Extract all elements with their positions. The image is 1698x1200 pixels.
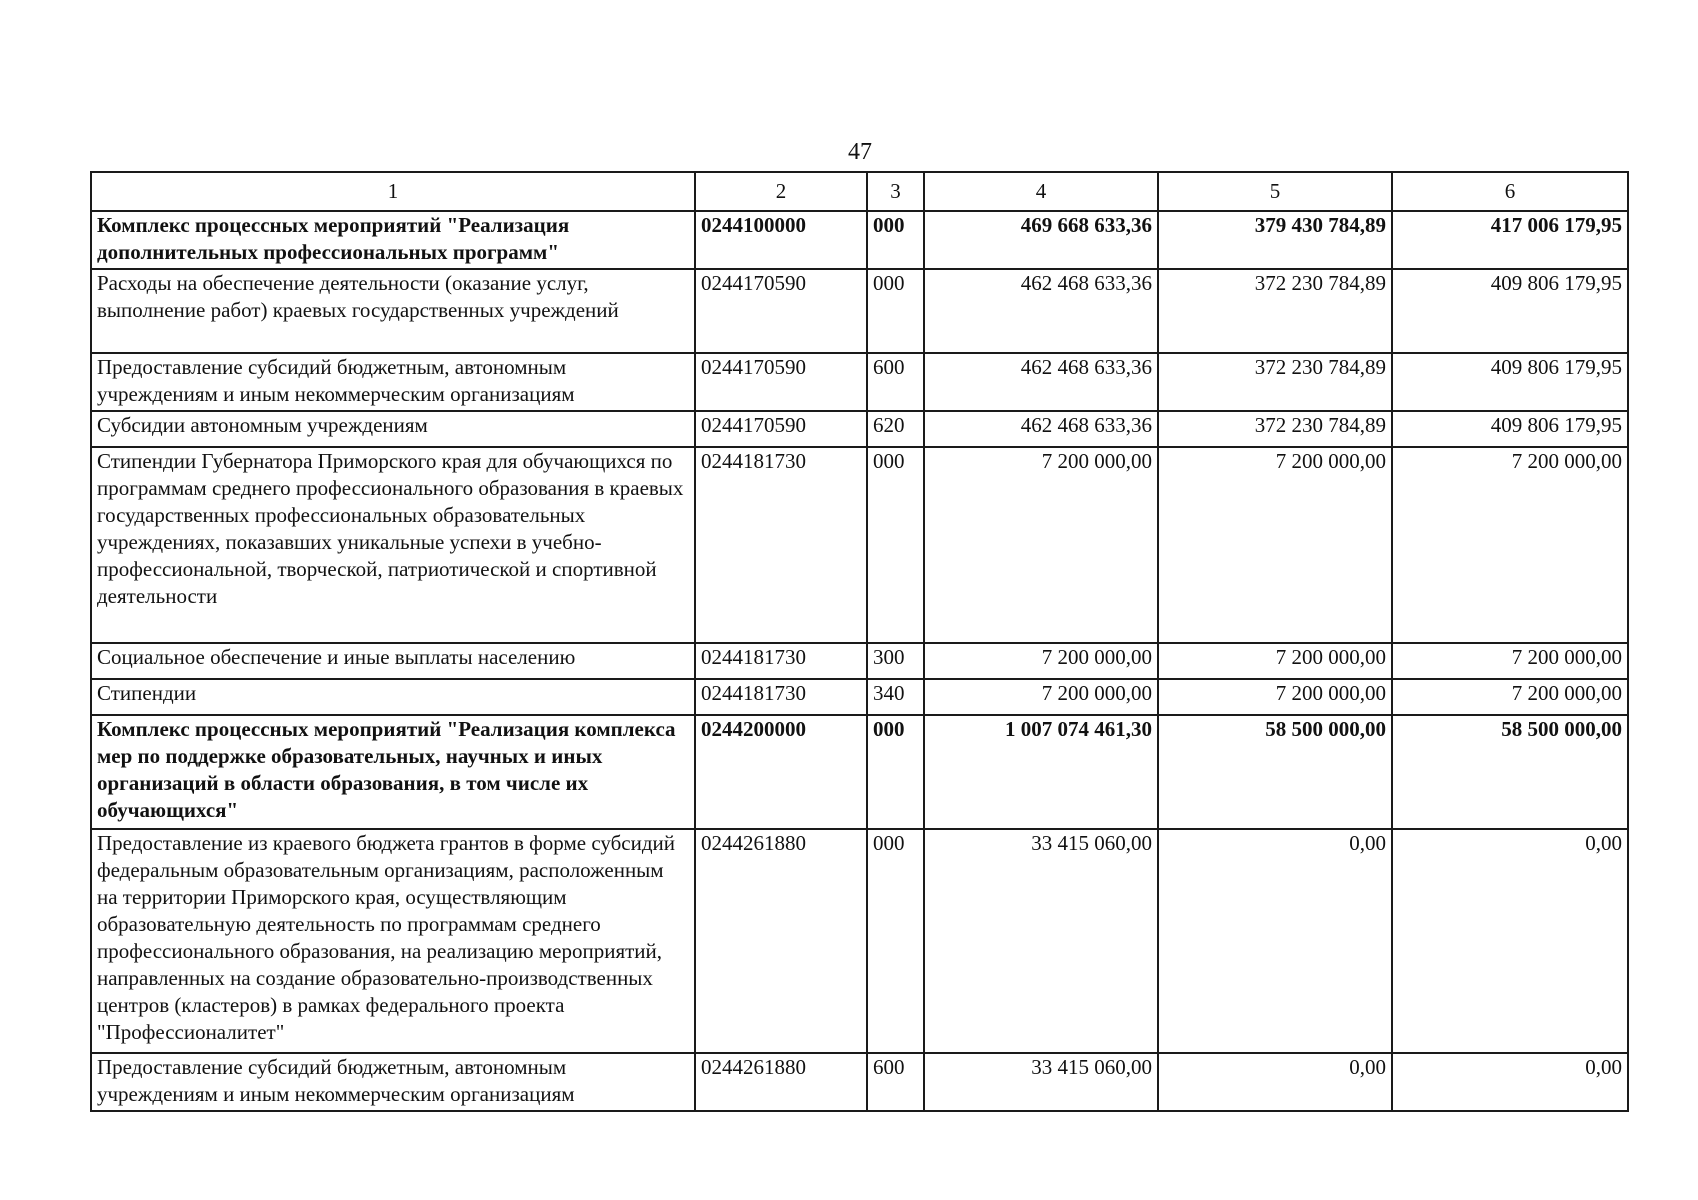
budget-table — [90, 171, 1629, 1112]
row-name: Предоставление субсидий бюджетным, автономным учреждениям и иным некоммерческим организациям — [91, 1053, 695, 1111]
row-code: 0244181730 — [695, 447, 867, 643]
row-code: 0244170590 — [695, 269, 867, 353]
row-value-4: 33 415 060,00 — [924, 1053, 1158, 1111]
header-col-4: 4 — [924, 172, 1158, 211]
row-value-6: 417 006 179,95 — [1392, 211, 1628, 269]
table-row — [91, 829, 1628, 1053]
row-name: Предоставление субсидий бюджетным, автономным учреждениям и иным некоммерческим организациям — [91, 353, 695, 411]
row-code: 0244261880 — [695, 1053, 867, 1111]
row-value-4: 7 200 000,00 — [924, 679, 1158, 715]
row-type: 000 — [867, 829, 924, 1053]
row-value-4: 462 468 633,36 — [924, 411, 1158, 447]
table-row — [91, 447, 1628, 643]
row-type: 620 — [867, 411, 924, 447]
row-value-5: 7 200 000,00 — [1158, 643, 1392, 679]
row-type: 000 — [867, 447, 924, 643]
table-row — [91, 211, 1628, 269]
header-col-5: 5 — [1158, 172, 1392, 211]
table-row — [91, 269, 1628, 353]
row-value-6: 0,00 — [1392, 1053, 1628, 1111]
row-name: Стипендии Губернатора Приморского края для обучающихся по программам среднего профессионального образования в краевых государственных профессиональных образовательных учреждениях, показавших уникальные успехи в учебно-профессиональной, творческой, патриотической и спортивной деятельности — [91, 447, 695, 643]
row-value-5: 372 230 784,89 — [1158, 269, 1392, 353]
row-type: 000 — [867, 211, 924, 269]
row-value-4: 7 200 000,00 — [924, 447, 1158, 643]
row-code: 0244170590 — [695, 353, 867, 411]
row-name: Предоставление из краевого бюджета грантов в форме субсидий федеральным образовательным организациям, расположенным на территории Приморского края, осуществляющим образовательную деятельность по программам среднего профессионального образования, на реализацию мероприятий, направленных на создание образовательно-производственных центров (кластеров) в рамках федерального проекта "Профессионалитет" — [91, 829, 695, 1053]
row-value-5: 0,00 — [1158, 829, 1392, 1053]
row-code: 0244170590 — [695, 411, 867, 447]
row-name: Субсидии автономным учреждениям — [91, 411, 695, 447]
row-type: 600 — [867, 1053, 924, 1111]
row-value-4: 469 668 633,36 — [924, 211, 1158, 269]
row-type: 300 — [867, 643, 924, 679]
row-code: 0244100000 — [695, 211, 867, 269]
header-col-1: 1 — [91, 172, 695, 211]
table-row — [91, 411, 1628, 447]
row-code: 0244261880 — [695, 829, 867, 1053]
table-row — [91, 679, 1628, 715]
row-value-6: 7 200 000,00 — [1392, 643, 1628, 679]
table-row — [91, 643, 1628, 679]
table-header-row — [91, 172, 1628, 211]
row-value-5: 0,00 — [1158, 1053, 1392, 1111]
row-value-5: 7 200 000,00 — [1158, 679, 1392, 715]
table-row — [91, 715, 1628, 829]
row-name: Комплекс процессных мероприятий "Реализация дополнительных профессиональных программ" — [91, 211, 695, 269]
table-row — [91, 1053, 1628, 1111]
row-value-5: 372 230 784,89 — [1158, 411, 1392, 447]
row-value-5: 372 230 784,89 — [1158, 353, 1392, 411]
row-value-4: 7 200 000,00 — [924, 643, 1158, 679]
row-name: Социальное обеспечение и иные выплаты населению — [91, 643, 695, 679]
header-col-6: 6 — [1392, 172, 1628, 211]
row-value-4: 1 007 074 461,30 — [924, 715, 1158, 829]
row-value-6: 7 200 000,00 — [1392, 447, 1628, 643]
row-code: 0244181730 — [695, 679, 867, 715]
row-value-6: 409 806 179,95 — [1392, 353, 1628, 411]
table-row — [91, 353, 1628, 411]
row-value-4: 33 415 060,00 — [924, 829, 1158, 1053]
row-value-5: 58 500 000,00 — [1158, 715, 1392, 829]
row-value-5: 7 200 000,00 — [1158, 447, 1392, 643]
row-type: 000 — [867, 269, 924, 353]
row-value-4: 462 468 633,36 — [924, 353, 1158, 411]
row-value-6: 7 200 000,00 — [1392, 679, 1628, 715]
row-name: Расходы на обеспечение деятельности (оказание услуг, выполнение работ) краевых государственных учреждений — [91, 269, 695, 353]
row-value-5: 379 430 784,89 — [1158, 211, 1392, 269]
row-value-6: 58 500 000,00 — [1392, 715, 1628, 829]
header-col-3: 3 — [867, 172, 924, 211]
row-type: 000 — [867, 715, 924, 829]
row-type: 340 — [867, 679, 924, 715]
header-col-2: 2 — [695, 172, 867, 211]
row-value-6: 409 806 179,95 — [1392, 411, 1628, 447]
page-number: 47 — [848, 139, 872, 165]
row-value-4: 462 468 633,36 — [924, 269, 1158, 353]
row-code: 0244200000 — [695, 715, 867, 829]
row-code: 0244181730 — [695, 643, 867, 679]
row-value-6: 409 806 179,95 — [1392, 269, 1628, 353]
row-type: 600 — [867, 353, 924, 411]
row-value-6: 0,00 — [1392, 829, 1628, 1053]
row-name: Стипендии — [91, 679, 695, 715]
row-name: Комплекс процессных мероприятий "Реализация комплекса мер по поддержке образовательных, научных и иных организаций в области образования, в том числе их обучающихся" — [91, 715, 695, 829]
